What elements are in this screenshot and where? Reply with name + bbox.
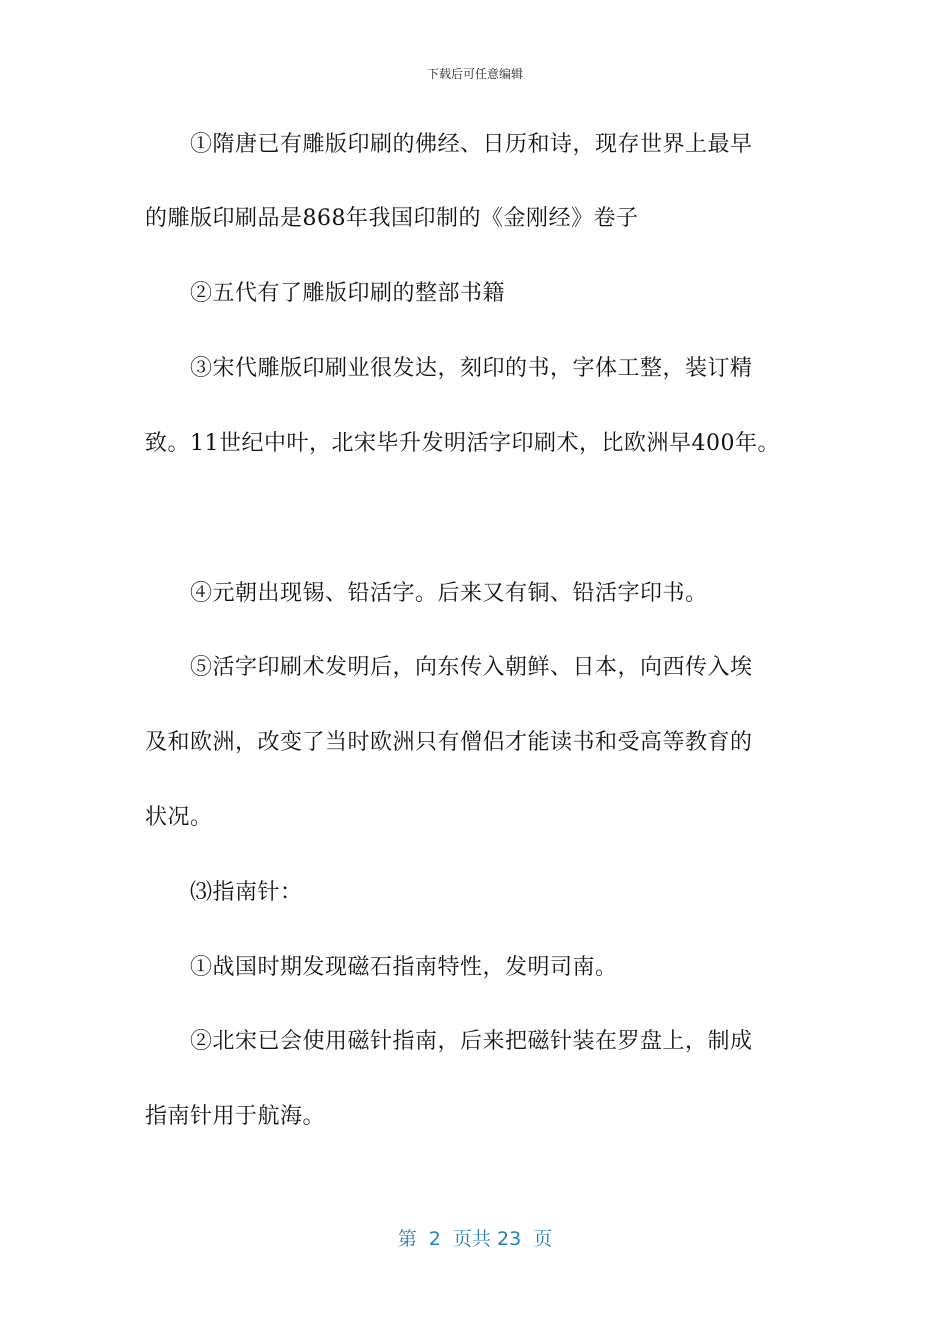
paragraph-line: ④元朝出现锡、铅活字。后来又有铜、铅活字印书。	[190, 581, 708, 606]
paragraph-line: ②北宋已会使用磁针指南，后来把磁针装在罗盘上，制成	[190, 1029, 753, 1054]
page-header: 下载后可任意编辑	[426, 67, 523, 81]
paragraph-line: 状况。	[145, 805, 213, 830]
section-heading: ⑶指南针：	[190, 880, 303, 905]
paragraph-line: 及和欧洲，改变了当时欧洲只有僧侣才能读书和受高等教育的	[145, 730, 753, 755]
paragraph-line: ①隋唐已有雕版印刷的佛经、日历和诗，现存世界上最早	[190, 132, 753, 157]
paragraph-line: 的雕版印刷品是868年我国印制的《金刚经》卷子	[145, 206, 639, 231]
paragraph-line: 指南针用于航海。	[145, 1104, 326, 1129]
paragraph-line: ②五代有了雕版印刷的整部书籍	[190, 281, 506, 306]
paragraph-line: ①战国时期发现磁石指南特性，发明司南。	[190, 955, 618, 980]
paragraph-line: 致。11世纪中叶，北宋毕升发明活字印刷术，比欧洲早400年。	[145, 431, 780, 456]
paragraph-line: ③宋代雕版印刷业很发达，刻印的书，字体工整，装订精	[190, 356, 753, 381]
page-number-footer: 第 2 页共 23 页	[397, 1228, 553, 1250]
paragraph-line: ⑤活字印刷术发明后，向东传入朝鲜、日本，向西传入埃	[190, 655, 753, 680]
